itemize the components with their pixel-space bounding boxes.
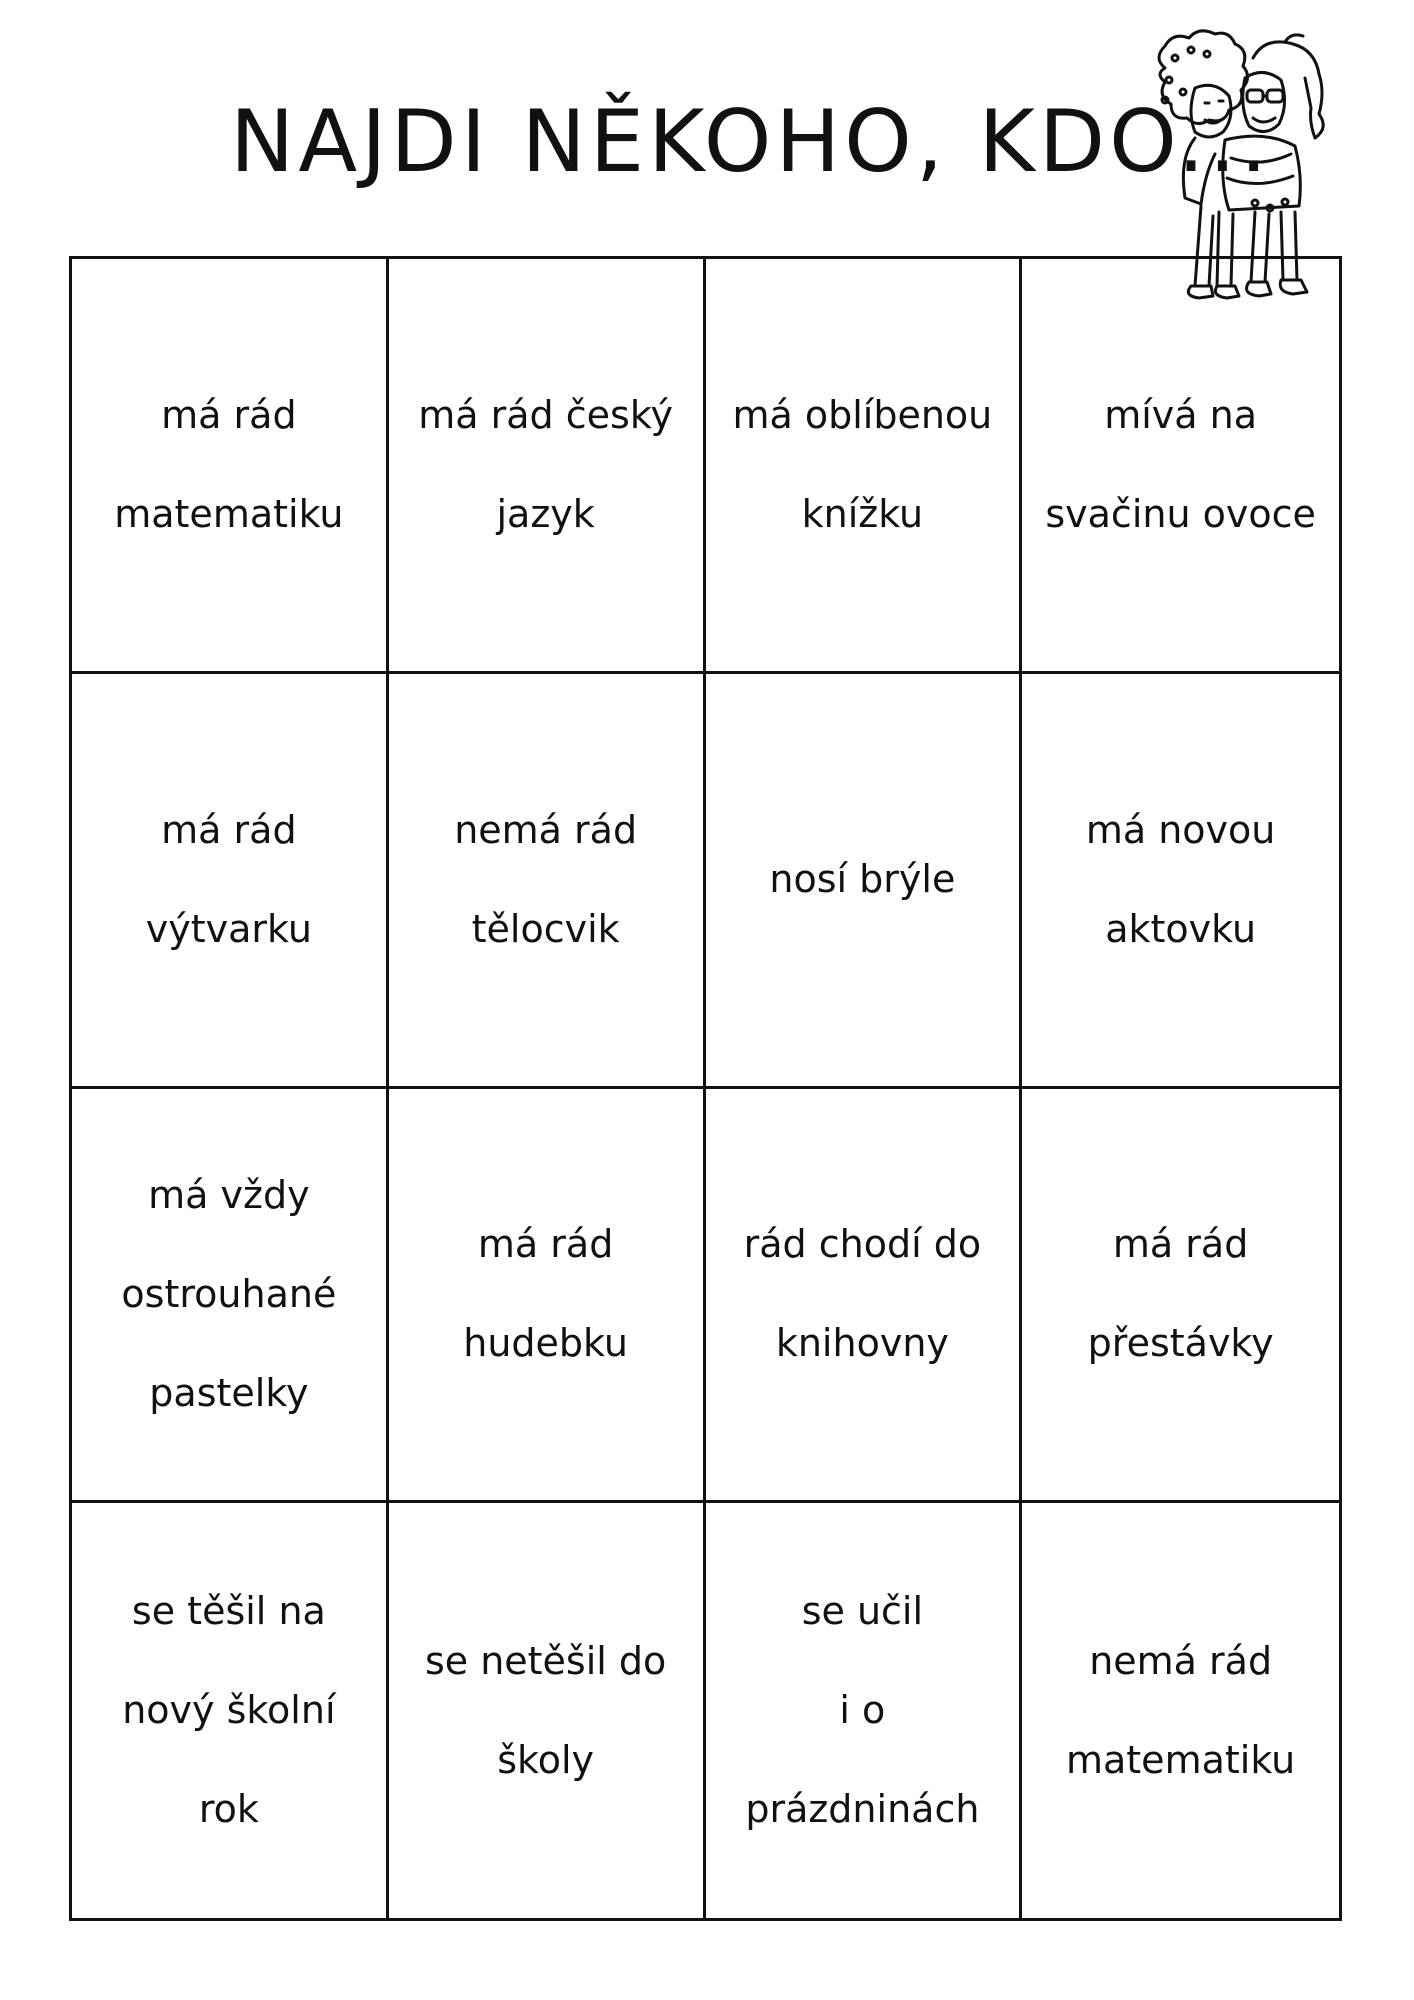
cell-text-line: má rád <box>477 1222 614 1267</box>
grid-cell <box>389 259 706 674</box>
cell-text-line: i o <box>839 1688 886 1733</box>
cell-text-line: přestávky <box>1087 1321 1274 1366</box>
cell-text-line: nemá rád <box>1089 1638 1273 1683</box>
grid-cell <box>72 1089 389 1504</box>
cell-text-line: rok <box>198 1787 259 1832</box>
cell-text-line: jazyk <box>496 491 595 536</box>
cell-text-line: má vždy <box>148 1172 310 1217</box>
grid-cell <box>72 674 389 1089</box>
cell-text-line: rád chodí do <box>743 1222 982 1267</box>
cell-text-line: nosí brýle <box>769 857 956 902</box>
cell-text-line: hudebku <box>463 1321 628 1366</box>
page-title: NAJDI NĚKOHO, KDO... <box>230 92 1272 192</box>
cell-text-line: se těšil na <box>131 1589 326 1634</box>
cell-text-line: matematiku <box>114 491 344 536</box>
grid-cell <box>389 1503 706 1918</box>
grid-cell <box>1022 1089 1339 1504</box>
grid-cell <box>389 674 706 1089</box>
cell-text-line: má novou <box>1085 807 1276 852</box>
cell-text-line: se učil <box>801 1589 924 1634</box>
cell-text-line: má rád český <box>418 392 673 437</box>
cell-text-line: školy <box>497 1737 594 1782</box>
cell-text-line: výtvarku <box>145 906 312 951</box>
grid-cell <box>706 1503 1023 1918</box>
cell-text-line: má rád <box>161 392 297 437</box>
cell-text-line: má oblíbenou <box>732 392 993 437</box>
cell-text-line: aktovku <box>1105 906 1257 951</box>
cell-text-line: má rád <box>1112 1222 1249 1267</box>
grid-cell <box>72 259 389 674</box>
cell-text-line: prázdninách <box>745 1787 980 1832</box>
cell-text-line: matematiku <box>1065 1737 1296 1782</box>
cell-text-line: pastelky <box>149 1370 309 1415</box>
cell-text-line: svačinu ovoce <box>1045 491 1316 536</box>
cell-text-line: ostrouhané <box>121 1271 337 1316</box>
grid-cell <box>706 1089 1023 1504</box>
grid-cell <box>389 1089 706 1504</box>
cell-text-line: má rád <box>161 807 297 852</box>
cell-text-line: knihovny <box>775 1321 949 1366</box>
cell-text-line: knížku <box>801 491 924 536</box>
cell-text-line: se netěšil do <box>424 1638 667 1683</box>
grid-cell <box>72 1503 389 1918</box>
cell-text-line: mívá na <box>1104 392 1258 437</box>
cell-text-line: tělocvik <box>471 906 620 951</box>
grid-cell <box>1022 674 1339 1089</box>
grid-cell <box>1022 1503 1339 1918</box>
cell-text-line: nový školní <box>122 1688 336 1733</box>
grid-cell <box>1022 259 1339 674</box>
bingo-grid <box>69 256 1342 1921</box>
grid-cell <box>706 259 1023 674</box>
grid-cell <box>706 674 1023 1089</box>
cell-text-line: nemá rád <box>454 807 638 852</box>
